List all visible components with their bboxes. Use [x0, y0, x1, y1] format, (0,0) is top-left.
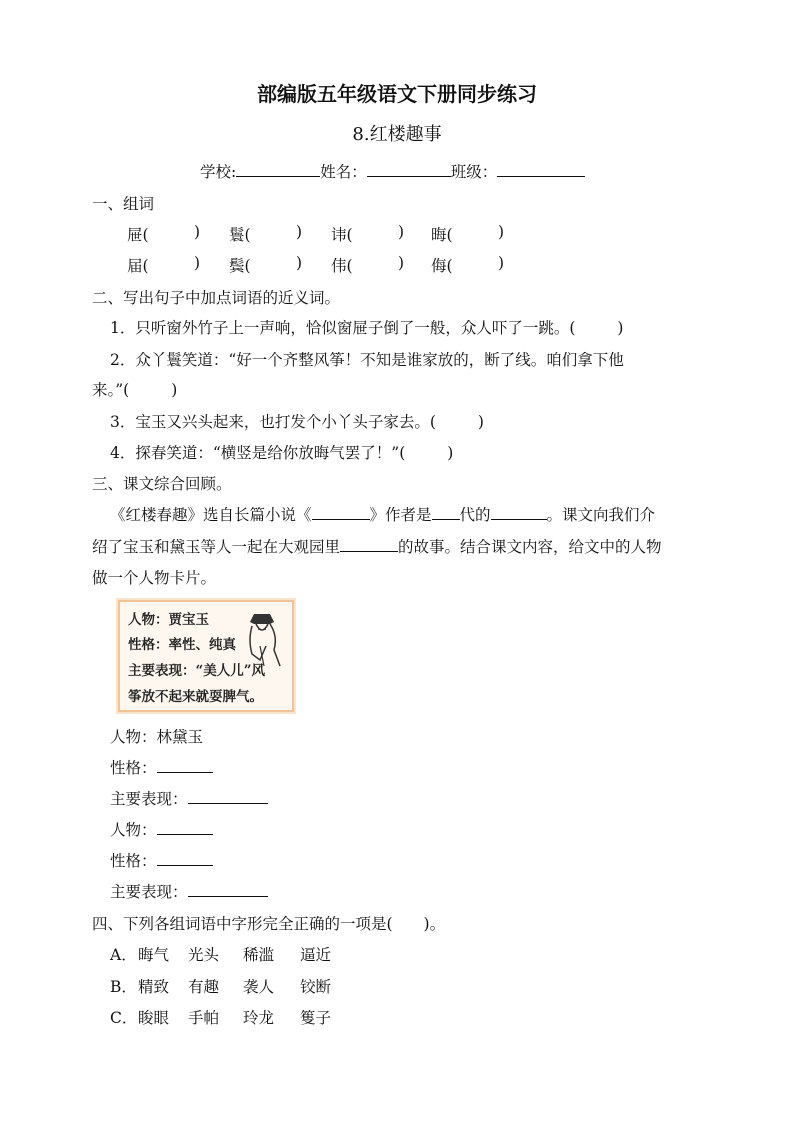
- option-word: 铰断: [300, 978, 332, 996]
- performance-blank-2[interactable]: [188, 882, 268, 897]
- section2-heading: 二、写出句子中加点词语的近义词。: [92, 289, 341, 307]
- word-group-1: 屉(: [127, 226, 149, 244]
- section1-heading: 一、组词: [92, 195, 155, 213]
- option-word: 睃眼: [138, 1009, 170, 1027]
- option-c-label[interactable]: C．: [110, 1009, 138, 1027]
- paren-close: ): [398, 223, 405, 241]
- fill-person-2-row: 人物：: [110, 818, 213, 840]
- option-word: 篗子: [300, 1009, 332, 1027]
- name-label: 姓名：: [320, 163, 367, 181]
- trait-blank-2[interactable]: [157, 851, 213, 866]
- option-word: 手帕: [188, 1009, 220, 1027]
- author-blank[interactable]: [491, 505, 547, 520]
- fill-perf-2-row: 主要表现：: [110, 880, 268, 902]
- fill-trait-1-row: 性格：: [110, 756, 213, 778]
- trait-blank-1[interactable]: [157, 758, 213, 773]
- paren-close: ): [194, 223, 201, 241]
- lesson-title: 8.红楼趣事: [352, 124, 442, 145]
- option-word: 玲龙: [243, 1009, 275, 1027]
- name-field[interactable]: [367, 162, 451, 177]
- fill-perf-1-row: 主要表现：: [110, 787, 268, 809]
- page-title: 部编版五年级语文下册同步练习: [257, 82, 537, 106]
- review-paragraph-line3: 做一个人物卡片。: [92, 569, 217, 587]
- character-card: [118, 600, 294, 712]
- card-performance-1: 主要表现：“美人儿”风: [128, 663, 266, 679]
- word-group-6: 鬓(: [229, 257, 251, 275]
- fill-person-1: 人物：林黛玉: [110, 728, 204, 746]
- paren-close: ): [296, 254, 303, 272]
- review-paragraph-line2: 绍了宝玉和黛玉等人一起在大观园里 的故事。结合课文内容，给文中的人物: [92, 538, 662, 556]
- class-field[interactable]: [497, 162, 585, 177]
- event-blank[interactable]: [340, 537, 398, 552]
- card-performance-2: 筝放不起来就耍脾气。: [128, 689, 263, 705]
- word-group-2: 鬟(: [229, 226, 251, 244]
- paren-close: ): [398, 254, 405, 272]
- option-word: 袭人: [243, 978, 275, 996]
- info-line: [200, 160, 585, 182]
- performance-blank-1[interactable]: [188, 789, 268, 804]
- question-1: 1．只听窗外竹子上一声响，恰似窗屉子倒了一般，众人吓了一跳。( ): [110, 319, 624, 337]
- word-group-3: 讳(: [331, 226, 353, 244]
- word-group-8: 侮(: [431, 257, 453, 275]
- option-a-label[interactable]: A．: [110, 946, 137, 964]
- review-paragraph-line1: 《红楼春趣》选自长篇小说《 》作者是 代的 。课文向我们介: [110, 506, 656, 524]
- option-word: 精致: [138, 978, 170, 996]
- paren-close: ): [498, 254, 505, 272]
- word-group-7: 伟(: [331, 257, 353, 275]
- card-trait: 性格：率性、纯真: [128, 637, 236, 653]
- option-word: 晦气: [138, 946, 170, 964]
- question-4: 4．探春笑道：“横竖是给你放晦气罢了！”( ): [110, 444, 454, 462]
- question-2b: 来。”( ): [92, 381, 178, 399]
- section4-heading: 四、下列各组词语中字形完全正确的一项是( )。: [92, 915, 446, 933]
- person-blank-2[interactable]: [157, 820, 213, 835]
- figure-portrait-icon: [240, 610, 284, 670]
- option-word: 有趣: [188, 978, 220, 996]
- paren-close: ): [498, 223, 505, 241]
- word-group-5: 届(: [127, 257, 149, 275]
- option-word: 稀滥: [243, 946, 275, 964]
- option-b-label[interactable]: B．: [110, 978, 137, 996]
- dynasty-blank[interactable]: [432, 505, 460, 520]
- section3-heading: 三、课文综合回顾。: [92, 475, 232, 493]
- school-label: 学校:: [200, 163, 237, 181]
- paren-close: ): [296, 223, 303, 241]
- word-group-4: 晦(: [431, 226, 453, 244]
- question-3: 3．宝玉又兴头起来，也打发个小丫头子家去。( ): [110, 413, 484, 431]
- fill-trait-2-row: 性格：: [110, 849, 213, 871]
- school-field[interactable]: [236, 162, 320, 177]
- card-person: 人物：贾宝玉: [128, 612, 209, 628]
- option-word: 光头: [188, 946, 220, 964]
- option-word: 逼近: [300, 946, 332, 964]
- novel-blank[interactable]: [312, 505, 370, 520]
- question-2a: 2．众丫鬟笑道：“好一个齐整风筝！不知是谁家放的，断了线。咱们拿下他: [110, 351, 624, 369]
- class-label: 班级：: [450, 163, 498, 181]
- paren-close: ): [194, 254, 201, 272]
